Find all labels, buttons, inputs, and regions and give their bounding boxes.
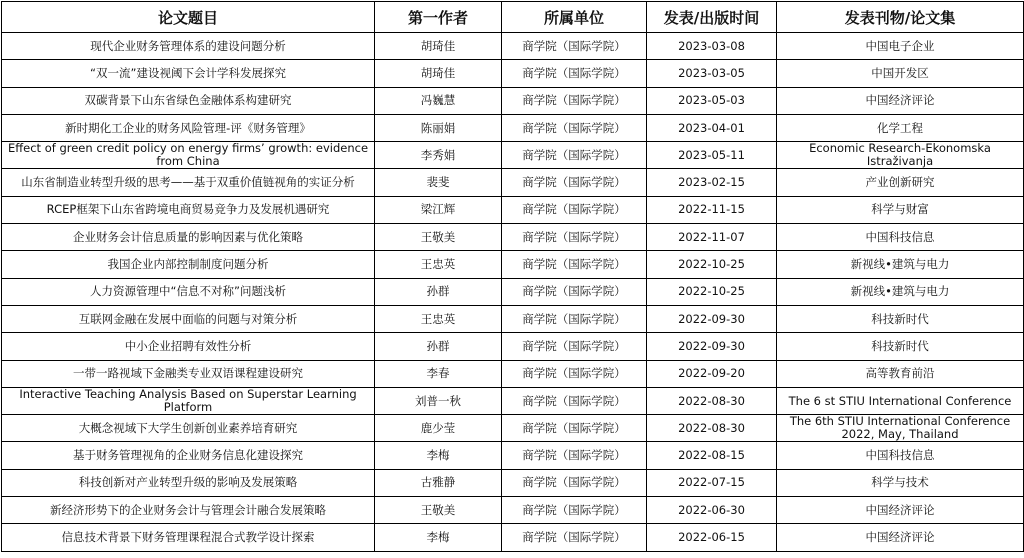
cell-author: 裴斐 (375, 169, 502, 196)
cell-title: 新经济形势下的企业财务会计与管理会计融合发展策略 (2, 497, 375, 524)
cell-title: 企业财务会计信息质量的影响因素与优化策略 (2, 224, 375, 251)
cell-journal: Economic Research-Ekonomska Istraživanja (777, 142, 1024, 169)
cell-author: 王敬美 (375, 497, 502, 524)
cell-author: 王忠英 (375, 305, 502, 332)
cell-title: 新时期化工企业的财务风险管理-评《财务管理》 (2, 114, 375, 141)
cell-author: 胡琦佳 (375, 33, 502, 60)
cell-title: 科技创新对产业转型升级的影响及发展策略 (2, 469, 375, 496)
cell-journal: 中国经济评论 (777, 524, 1024, 551)
cell-date: 2022-10-25 (647, 251, 777, 278)
cell-title: 双碳背景下山东省绿色金融体系构建研究 (2, 87, 375, 114)
cell-date: 2022-08-30 (647, 387, 777, 414)
cell-journal: 高等教育前沿 (777, 360, 1024, 387)
table-row (2, 87, 1024, 114)
header-unit: 所属单位 (502, 2, 647, 33)
cell-author: 李春 (375, 360, 502, 387)
cell-date: 2022-06-30 (647, 497, 777, 524)
table-row (2, 469, 1024, 496)
cell-unit: 商学院（国际学院） (502, 224, 647, 251)
cell-title: 信息技术背景下财务管理课程混合式教学设计探索 (2, 524, 375, 551)
cell-title: Effect of green credit policy on energy firms’ growth: evidence from China (2, 142, 375, 169)
cell-date: 2023-04-01 (647, 114, 777, 141)
cell-journal: 中国开发区 (777, 60, 1024, 87)
cell-title: RCEP框架下山东省跨境电商贸易竞争力及发展机遇研究 (2, 196, 375, 223)
table-row (2, 305, 1024, 332)
cell-title: 互联网金融在发展中面临的问题与对策分析 (2, 305, 375, 332)
table-row (2, 333, 1024, 360)
cell-unit: 商学院（国际学院） (502, 333, 647, 360)
cell-author: 李梅 (375, 524, 502, 551)
cell-unit: 商学院（国际学院） (502, 142, 647, 169)
table-row (2, 497, 1024, 524)
cell-author: 古雅静 (375, 469, 502, 496)
cell-unit: 商学院（国际学院） (502, 497, 647, 524)
cell-journal: The 6 st STIU International Conference (777, 387, 1024, 414)
cell-title: 我国企业内部控制制度问题分析 (2, 251, 375, 278)
table-row (2, 169, 1024, 196)
cell-title: “双一流”建设视阈下会计学科发展探究 (2, 60, 375, 87)
table-row (2, 60, 1024, 87)
header-author: 第一作者 (375, 2, 502, 33)
header-journal: 发表刊物/论文集 (777, 2, 1024, 33)
cell-journal: 中国科技信息 (777, 224, 1024, 251)
cell-journal: 中国电子企业 (777, 33, 1024, 60)
header-date: 发表/出版时间 (647, 2, 777, 33)
cell-journal: The 6th STIU International Conference 2022, May, Thailand (777, 415, 1024, 442)
cell-journal: 科技新时代 (777, 333, 1024, 360)
cell-journal: 化学工程 (777, 114, 1024, 141)
cell-author: 梁江辉 (375, 196, 502, 223)
table-row (2, 33, 1024, 60)
cell-author: 孙群 (375, 333, 502, 360)
table-row (2, 142, 1024, 169)
cell-date: 2022-07-15 (647, 469, 777, 496)
cell-title: 中小企业招聘有效性分析 (2, 333, 375, 360)
cell-author: 孙群 (375, 278, 502, 305)
table-row (2, 224, 1024, 251)
cell-unit: 商学院（国际学院） (502, 87, 647, 114)
cell-date: 2022-06-15 (647, 524, 777, 551)
cell-author: 陈丽娟 (375, 114, 502, 141)
cell-author: 胡琦佳 (375, 60, 502, 87)
cell-journal: 中国经济评论 (777, 497, 1024, 524)
cell-unit: 商学院（国际学院） (502, 387, 647, 414)
cell-date: 2023-02-15 (647, 169, 777, 196)
table-row (2, 251, 1024, 278)
cell-journal: 科技新时代 (777, 305, 1024, 332)
cell-date: 2022-11-15 (647, 196, 777, 223)
cell-author: 李秀娟 (375, 142, 502, 169)
cell-title: 基于财务管理视角的企业财务信息化建设探究 (2, 442, 375, 469)
cell-journal: 产业创新研究 (777, 169, 1024, 196)
cell-unit: 商学院（国际学院） (502, 305, 647, 332)
cell-title: 现代企业财务管理体系的建设问题分析 (2, 33, 375, 60)
cell-unit: 商学院（国际学院） (502, 169, 647, 196)
cell-unit: 商学院（国际学院） (502, 114, 647, 141)
cell-title: Interactive Teaching Analysis Based on Superstar Learning Platform (2, 387, 375, 414)
cell-title: 山东省制造业转型升级的思考——基于双重价值链视角的实证分析 (2, 169, 375, 196)
cell-date: 2023-05-03 (647, 87, 777, 114)
cell-unit: 商学院（国际学院） (502, 415, 647, 442)
cell-title: 一带一路视域下金融类专业双语课程建设研究 (2, 360, 375, 387)
cell-journal: 中国科技信息 (777, 442, 1024, 469)
papers-table (1, 1, 1024, 552)
cell-journal: 新视线•建筑与电力 (777, 278, 1024, 305)
cell-author: 王忠英 (375, 251, 502, 278)
cell-date: 2022-08-30 (647, 415, 777, 442)
cell-journal: 中国经济评论 (777, 87, 1024, 114)
table-row (2, 360, 1024, 387)
cell-date: 2022-09-30 (647, 305, 777, 332)
cell-date: 2022-11-07 (647, 224, 777, 251)
cell-date: 2023-05-11 (647, 142, 777, 169)
cell-date: 2022-10-25 (647, 278, 777, 305)
cell-author: 王敬美 (375, 224, 502, 251)
cell-author: 鹿少莹 (375, 415, 502, 442)
cell-unit: 商学院（国际学院） (502, 278, 647, 305)
cell-date: 2023-03-05 (647, 60, 777, 87)
cell-unit: 商学院（国际学院） (502, 469, 647, 496)
cell-unit: 商学院（国际学院） (502, 251, 647, 278)
cell-date: 2022-09-20 (647, 360, 777, 387)
table-row (2, 196, 1024, 223)
cell-author: 冯巍慧 (375, 87, 502, 114)
cell-date: 2022-09-30 (647, 333, 777, 360)
table-row (2, 278, 1024, 305)
cell-date: 2023-03-08 (647, 33, 777, 60)
table-row (2, 442, 1024, 469)
cell-unit: 商学院（国际学院） (502, 524, 647, 551)
cell-author: 刘普一秋 (375, 387, 502, 414)
cell-journal: 科学与财富 (777, 196, 1024, 223)
table-row (2, 114, 1024, 141)
header-title: 论文题目 (2, 2, 375, 33)
table-row (2, 524, 1024, 551)
cell-unit: 商学院（国际学院） (502, 442, 647, 469)
cell-date: 2022-08-15 (647, 442, 777, 469)
cell-unit: 商学院（国际学院） (502, 196, 647, 223)
table-row (2, 387, 1024, 414)
header-row (2, 2, 1024, 33)
cell-author: 李梅 (375, 442, 502, 469)
cell-unit: 商学院（国际学院） (502, 60, 647, 87)
cell-unit: 商学院（国际学院） (502, 360, 647, 387)
cell-journal: 新视线•建筑与电力 (777, 251, 1024, 278)
table-row (2, 415, 1024, 442)
cell-unit: 商学院（国际学院） (502, 33, 647, 60)
cell-title: 大概念视域下大学生创新创业素养培育研究 (2, 415, 375, 442)
cell-title: 人力资源管理中“信息不对称”问题浅析 (2, 278, 375, 305)
cell-journal: 科学与技术 (777, 469, 1024, 496)
